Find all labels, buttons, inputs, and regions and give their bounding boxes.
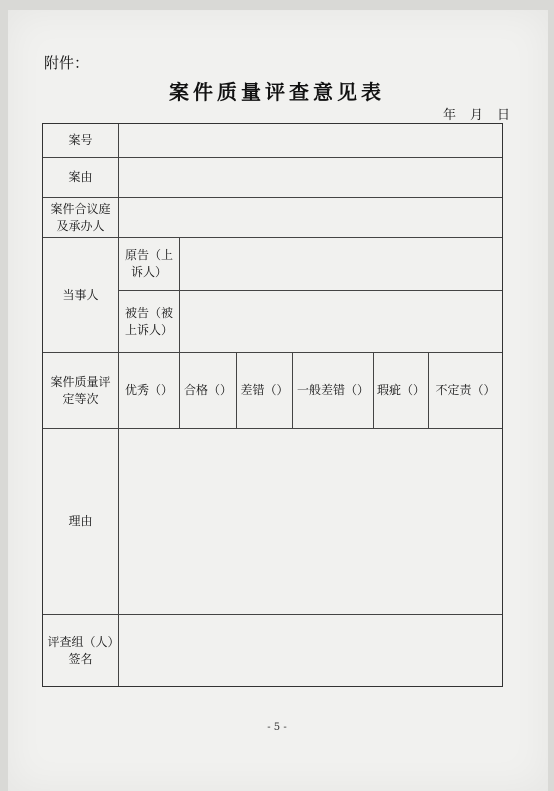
defendant-value[interactable]	[180, 291, 502, 352]
date-year: 年	[443, 108, 457, 123]
grade-label: 案件质量评定等次	[50, 374, 111, 406]
case-cause-label: 案由	[68, 170, 93, 184]
case-cause-value[interactable]	[119, 158, 502, 197]
case-quality-form	[42, 123, 503, 687]
signature-label: 评查组（人）签名	[47, 634, 114, 666]
grade-option-excellent[interactable]: 优秀（）	[124, 383, 173, 397]
date-day: 日	[497, 108, 511, 123]
reason-label: 理由	[68, 514, 93, 528]
panel-value[interactable]	[119, 198, 502, 237]
grade-option-general-error[interactable]: 一般差错（）	[296, 383, 369, 397]
grade-option-flaw[interactable]: 瑕疵（）	[376, 383, 425, 397]
reason-value[interactable]	[119, 429, 502, 614]
case-number-value[interactable]	[119, 124, 502, 157]
defendant-label: 被告（被上诉人）	[124, 305, 173, 337]
panel-label: 案件合议庭及承办人	[50, 201, 111, 233]
grade-option-no-liability[interactable]: 不定责（）	[435, 383, 496, 397]
plaintiff-value[interactable]	[180, 238, 502, 290]
grade-option-qualified[interactable]: 合格（）	[183, 383, 232, 397]
signature-value[interactable]	[119, 615, 502, 686]
form-title: 案件质量评查意见表	[169, 80, 385, 104]
case-number-label: 案号	[68, 133, 93, 147]
date-month: 月	[470, 108, 484, 123]
attachment-label: 附件：	[44, 54, 90, 72]
plaintiff-label: 原告（上诉人）	[124, 248, 173, 279]
parties-label: 当事人	[62, 287, 99, 302]
date-line	[443, 104, 524, 123]
page-number: - 5 -	[267, 722, 287, 733]
grade-option-error[interactable]: 差错（）	[240, 383, 289, 397]
